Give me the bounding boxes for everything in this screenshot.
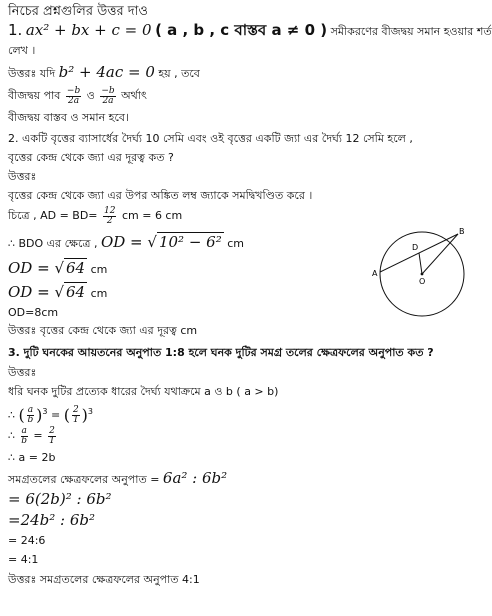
square-root: √ 64 [54, 259, 86, 277]
answer-3-conclusion: উত্তরঃ সমগ্রতলের ক্ষেত্রফলের অনুপাত 4:1 [8, 573, 200, 586]
fraction: $\frac{-b}{2a}$ [101, 85, 115, 106]
square-root: √ 10² − 6² [147, 233, 222, 251]
label-a: A [372, 269, 378, 278]
question-2-line-2: বৃত্তের কেন্দ্র থেকে জ্যা এর দূরত্ব কত ? [8, 151, 174, 164]
answer-2-line-1: বৃত্তের কেন্দ্র থেকে জ্যা এর উপর অঙ্কিত লম্ব জ্যাকে সমদ্বিখণ্ডিত করে । [8, 189, 313, 202]
answer-2-label: উত্তরঃ [8, 170, 37, 183]
question-1-line-1: 1. ax² + bx + c = 0 ( a , b , c বাস্তব a ≠ 0 ) সমীকরণের বীজদ্বয় সমান হওয়ার শর্ত [8, 21, 492, 39]
answer-1-line-3: বীজদ্বয় বাস্তব ও সমান হবে। [8, 111, 129, 124]
fraction: $\frac{a}{b}$ [21, 425, 28, 446]
answer-3-line-6: = 6(2b)² : 6b² [8, 490, 112, 508]
circle-chord-diagram [372, 226, 468, 322]
instruction-heading: নিচের প্রশ্নগুলির উত্তর দাও [8, 4, 148, 19]
equation: b² + 4ac = 0 [58, 63, 155, 81]
answer-3-line-9: = 4:1 [8, 553, 39, 566]
radius-ob [422, 234, 458, 274]
square-root: √ 64 [54, 283, 86, 301]
center-point [421, 273, 424, 276]
equation: ax² + bx + c = 0 [25, 21, 152, 39]
answer-2-line-6: OD=8cm [8, 306, 59, 319]
answer-2-line-3: ∴ BDO এর ক্ষেত্রে , OD = √ 10² − 6² cm [8, 233, 244, 251]
label-d: D [412, 243, 419, 252]
fraction: $\frac{a}{b}$ [27, 405, 34, 426]
answer-1-line-2: বীজদ্বয় পাব $\frac{-b}{2a}$ ও $\frac{-b}{2a}$ অর্থাৎ [8, 85, 147, 106]
answer-3-label: উত্তরঃ [8, 366, 37, 379]
question-2-line-1: 2. একটি বৃত্তের ব্যাসার্ধের দৈর্ঘ্য 10 সেমি এবং ওই বৃত্তের একটি জ্যা এর দৈর্ঘ্য 12 সেমি হলে , [8, 132, 413, 145]
answer-3-line-5: সমগ্রতলের ক্ষেত্রফলের অনুপাত = 6a² : 6b² [8, 469, 228, 487]
question-3: 3. দুটি ঘনকের আয়তনের অনুপাত 1:8 হলে ঘনক দুটির সমগ্র তলের ক্ষেত্রফলের অনুপাত কত ? [8, 346, 434, 359]
answer-2-line-2: চিত্রে , AD = BD= $\frac{12}{2}$ cm = 6 cm [8, 205, 183, 226]
label-b: B [459, 227, 465, 236]
fraction: $\frac{2}{1}$ [72, 405, 79, 426]
answer-3-line-7: =24b² : 6b² [8, 511, 96, 529]
answer-3-line-3: ∴ $\frac{a}{b}$ = $\frac{2}{1}$ [8, 425, 55, 446]
answer-1-line-1: উত্তরঃ যদি b² + 4ac = 0 হয় , তবে [8, 63, 200, 81]
fraction: $\frac{-b}{2a}$ [66, 85, 81, 106]
fraction: $\frac{12}{2}$ [104, 205, 116, 226]
label-o: O [419, 277, 426, 286]
answer-3-line-4: ∴ a = 2b [8, 451, 56, 464]
question-1-line-2: লেখ । [8, 44, 36, 57]
answer-3-line-2: ∴ ( $\frac{a}{b}$ )$^3$ = ( $\frac{2}{1}$ )$^3$ [8, 405, 94, 426]
answer-2-line-4: OD = √ 64 cm [8, 259, 108, 277]
perpendicular-od [419, 253, 422, 274]
answer-2-conclusion: উত্তরঃ বৃত্তের কেন্দ্র থেকে জ্যা এর দূরত্ব cm [8, 324, 198, 337]
answer-3-line-8: = 24:6 [8, 534, 46, 547]
fraction: $\frac{2}{1}$ [49, 425, 55, 446]
answer-3-line-1: ধরি ঘনক দুটির প্রত্যেক ধারের দৈর্ঘ্য যথাক্রমে a ও b ( a > b) [8, 385, 279, 398]
answer-2-line-5: OD = √ 64 cm [8, 283, 108, 301]
